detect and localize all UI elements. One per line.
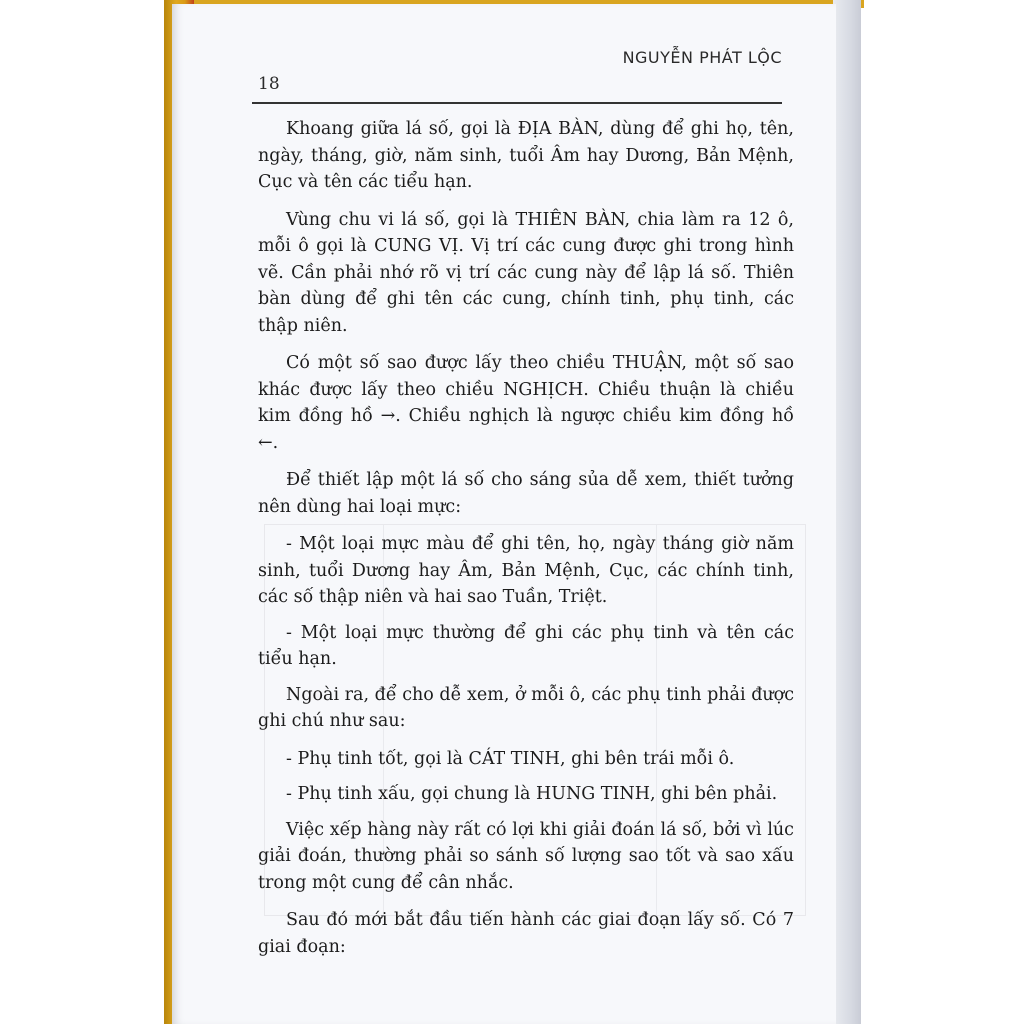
paragraph-thien-ban: Vùng chu vi lá số, gọi là THIÊN BÀN, chia làm ra 12 ô, mỗi ô gọi là CUNG VỊ. Vị trí các cung được ghi trong hình vẽ. Cần phải nhớ rõ vị trí các cung này để lập lá số. Thiên bàn dùng để ghi tên các cung, chính tinh, phụ tinh, các thập niên. [258,209,794,336]
page-number: 18 [258,74,280,94]
paragraph-dia-ban: Khoang giữa lá số, gọi là ĐỊA BÀN, dùng để ghi họ, tên, ngày, tháng, giờ, năm sinh, tuổi Âm hay Dương, Bản Mệnh, Cục và tên các tiểu hạn. [258,119,794,192]
header-rule [252,102,782,104]
paragraph-hai-loai-muc: Để thiết lập một lá số cho sáng sủa dễ xem, thiết tưởng nên dùng hai loại mực: [258,470,794,517]
list-item-cat-tinh: - Phụ tinh tốt, gọi là CÁT TINH, ghi bên trái mỗi ô. [286,748,735,769]
list-item-hung-tinh: - Phụ tinh xấu, gọi chung là HUNG TINH, ghi bên phải. [286,784,778,804]
list-item-muc-thuong: - Một loại mực thường để ghi các phụ tinh và tên các tiểu hạn. [258,622,794,669]
running-title: NGUYỄN PHÁT LỘC [622,48,782,67]
paragraph-thuan-nghich: Có một số sao được lấy theo chiều THUẬN, một số sao khác được lấy theo chiều NGHỊCH. Chiều thuận là chiều kim đồng hồ →. Chiều nghịch là ngược chiều kim đồng hồ ←. [258,353,794,453]
body-text [258,116,794,971]
paragraph-ghi-chu: Ngoài ra, để cho dễ xem, ở mỗi ô, các phụ tinh phải được ghi chú như sau: [258,684,794,731]
list-item-muc-mau: - Một loại mực màu để ghi tên, họ, ngày tháng giờ năm sinh, tuổi Dương hay Âm, Bản Mệnh, Cục, các chính tinh, các số thập niên và hai sao Tuần, Triệt. [258,534,794,607]
paragraph-giai-doan: Sau đó mới bắt đầu tiến hành các giai đoạn lấy số. Có 7 giai đoạn: [258,910,794,957]
book-page [172,4,836,1024]
page-stack-edge [833,0,861,1024]
paragraph-xep-hang: Việc xếp hàng này rất có lợi khi giải đoán lá số, bởi vì lúc giải đoán, thường phải so sánh số lượng sao tốt và sao xấu trong một cung để cân nhắc. [258,819,794,893]
page-header [252,46,782,106]
